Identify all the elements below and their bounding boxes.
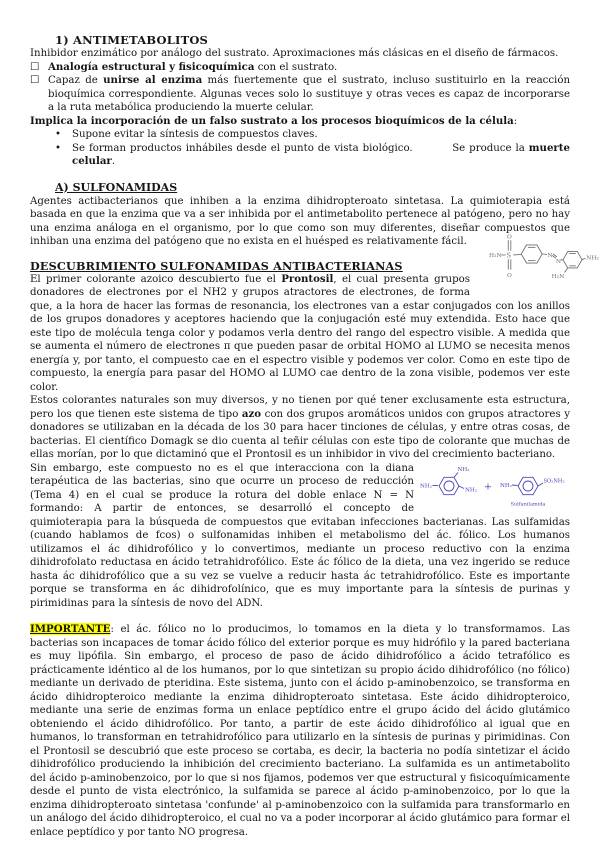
text-run: unirse al enzima (103, 74, 203, 86)
atom-label: NH₂ (465, 487, 478, 493)
thesis-line (30, 115, 570, 129)
bullet-icon: • (55, 142, 62, 154)
list-item (55, 142, 570, 169)
atom-label: NH₂ (420, 483, 433, 489)
atom-label: SO₂NH₂ (543, 478, 565, 484)
atom-label: NH₂ (457, 466, 470, 473)
checklist-item-text (48, 61, 570, 75)
text-run: : (513, 115, 518, 127)
section-title: 1) ANTIMETABOLITOS (55, 33, 209, 47)
prontosil-structure-image (489, 227, 600, 281)
checklist-item (30, 61, 570, 75)
paragraph-text (30, 274, 570, 393)
list-item (55, 128, 570, 142)
atom-label: H₂N (489, 252, 502, 259)
importante-paragraph (30, 623, 570, 839)
atom-label: N (547, 252, 553, 259)
subsection-title-sulfonamidas: A) SULFONAMIDAS (55, 180, 178, 194)
text-run: IMPORTANTE (30, 623, 111, 635)
structure-caption: Sulfanilamida (510, 501, 546, 507)
text-run: Sin embargo, este compuesto no es el que interacciona con la diana terapéutica de las bacterias, sino que ocurre un proceso de reducción (Tema 4) en el cual se produce la rotura del doble enlace N = N formando: A partir de entonces, se desarrolló el concepto de quimioterapia para la búsqueda de compuestos que evitaban infecciones bacterianas. Las sulfamidas (cuando hablamos de fcos) o sulfonamidas inhiben el metabolismo del ác. fólico. Los humanos utilizamos el ác dihidrofólico y lo convertimos, mediante un proceso reductivo con la enzima dihidrofolato reductasa en ácido tetrahidrofólico. Este ác fólico de la dieta, una vez ingerido se reduce hasta ác dihidrofólico que a su vez se vuelve a reducir hasta ác tetrahidrofólico. Este es importante porque se transforma en ác dihidrofolínico, que es muy importante para la síntesis de purinas y pirimidinas para la síntesis de novo del ADN. (30, 462, 570, 609)
bullet-icon: • (55, 129, 62, 140)
descubrimiento-paragraph-2 (30, 394, 570, 462)
checkbox-icon: ☐ (30, 74, 40, 86)
descubrimiento-paragraph-3 (30, 462, 570, 611)
atom-label: S (506, 251, 512, 260)
text-run: Se forman productos inhábiles desde el punto de vista biológico. Se produce la (72, 142, 529, 154)
list-item-text (72, 128, 570, 142)
text-run: , el cual presenta grupos donadores de electrones por el NH2 y grupos atractores de electrones, de forma que, a la hora de hacer las formas de resonancia, los electrones van a estar conjugados con los anillos de los grupos donadores y aceptores haciendo que la conjugación esté muy extendida. Esto hace que este tipo de molécula tenga color y podamos verla dentro del rango del espectro visible. A medida que se aumenta el número de electrones π que pueden pasar de orbital HOMO al LUMO se necesita menos energía y, por tanto, el compuesto cae en el espectro visible y podemos ver color. Como en este tipo de compuesto, la energía para pasar del HOMO al LUMO cae dentro de la zona visible, podemos ver este color. (30, 273, 570, 393)
atom-label: N (555, 259, 562, 266)
atom-label: O (507, 272, 512, 279)
text-run: Analogía estructural y fisicoquímica (48, 60, 255, 73)
sulfonamidas-paragraph: Agentes actibacterianos que inhiben a la enzima dihidropteroato sintetasa. La quimioterapia está basada en que la enzima que va a ser inhibida por el antimetabolito pertenece al patógeno, pero no hay una enzima análoga en el organismo, por lo que como son muy diferentes, diseñar compuestos que inhiban una enzima del patógeno que no exista en el huésped es relativamente fácil. (30, 195, 570, 247)
atom-label: O (507, 234, 512, 241)
text-run: El primer colorante azoico descubierto fue el (30, 273, 282, 285)
text-run: más fuertemente que el sustrato, incluso sustituirlo en la reacción bioquímica correspondiente. Algunas veces solo lo sustituye y otras veces es capaz de incorporarse a la ruta metabólica produciendo la muerte celular. (48, 75, 571, 113)
atom-label: NH₂ (586, 255, 599, 262)
list-item-text (72, 142, 570, 169)
atom-label: NH₂ (500, 482, 513, 489)
text-run: con dos grupos aromáticos unidos con grupos atractores y donadores se utilizaban en la década de los 30 para hacer tinciones de células, y entre otras cosas, de bacterias. El científico Domagk se dio cuenta al teñir células con este tipo de colorante que muchas de ellas morían, por lo que dictaminó que el Prontosil es un inhibidor in vivo del crecimiento bacteriano. (30, 408, 571, 460)
text-run: Prontosil (281, 272, 334, 285)
text-run: Estos colorantes naturales son muy diversos, y no tienen por qué tener exclusamente esta estructura, pero los que tienen este sistema de tipo (30, 395, 570, 420)
reduction-scheme-image (420, 462, 570, 508)
text-run: Implica la incorporación de un falso sustrato a los procesos bioquímicos de la célula (30, 114, 514, 127)
bullet-list (30, 128, 570, 169)
intro-paragraph: Inhibidor enzimático por análogo del sustrato. Aproximaciones más clásicas en el diseño de fármacos. (30, 48, 559, 59)
text-run: con el sustrato. (254, 61, 338, 73)
text-run: azo (241, 407, 262, 420)
text-run: . (111, 156, 116, 167)
reduction-scheme-figure (420, 462, 570, 507)
atom-label: H₂N (551, 274, 565, 281)
checklist-item (30, 74, 570, 115)
text-run: Supone evitar la síntesis de compuestos claves. (72, 129, 318, 140)
text-run: muerte celular (72, 141, 570, 167)
checklist-item-text (48, 74, 570, 115)
checkbox-icon: ☐ (30, 60, 40, 73)
descubrimiento-paragraph-1 (30, 273, 570, 395)
text-run: : el ác. fólico no lo producimos, lo tomamos en la dieta y lo transformamos. Las bacterias son incapaces de tomar ácido fólico del exterior porque es muy hidrófilo y la pared bacteriana es muy lipófila. Sin embargo, el proceso de paso de ácido dihidrofólico a ácido tetrafólico es prácticamente idéntico al de los humanos, por lo que sintetizan su propio ácido dihidrofólico (no fólico) mediante un derivado de pteridina. Este sistema, junto con el ácido p-aminobenzoico, se transforma en ácido dihidropteroico mediante la enzima dihidropteroato sintetasa. Este ácido dihidropteroico, mediante una serie de enzimas forma un enlace peptídico entre el grupo ácido del ácido glutámico obteniendo el ácido dihidrofólico. Por tanto, a partir de este ácido dihidrofólico al igual que en humanos, lo transforman en tetrahidrofólico para utilizarlo en la síntesis de purinas y pirimidinas. Con el Prontosil se descubrió que este proceso se cortaba, es decir, la bacteria no podía sintetizar el ácido dihidrofólico produciendo la inhibición del crecimiento bacteriano. La sulfamida es un antimetabolito del ácido p-aminobenzoico, por lo que si nos fijamos, podemos ver que estructural y fisicoquímicamente desde el punto de vista electrónico, la sulfamida se parece al ácido p-aminobenzoico, por lo que la enzima dihidropteroato sintetasa 'confunde' al p-aminobenzoico con la sulfamida para transformarlo en un análogo del ácido dihidropteroico, el cual no va a poder incorporar al ácido glutámico para formar el enlace peptídico y por tanto NO progresa. (30, 624, 570, 838)
text-run: Capaz de (48, 75, 104, 86)
heading-descubrimiento: DESCUBRIMIENTO SULFONAMIDAS ANTIBACTERIANAS (30, 258, 403, 273)
checklist (30, 61, 570, 115)
plus-sign: + (484, 481, 492, 492)
